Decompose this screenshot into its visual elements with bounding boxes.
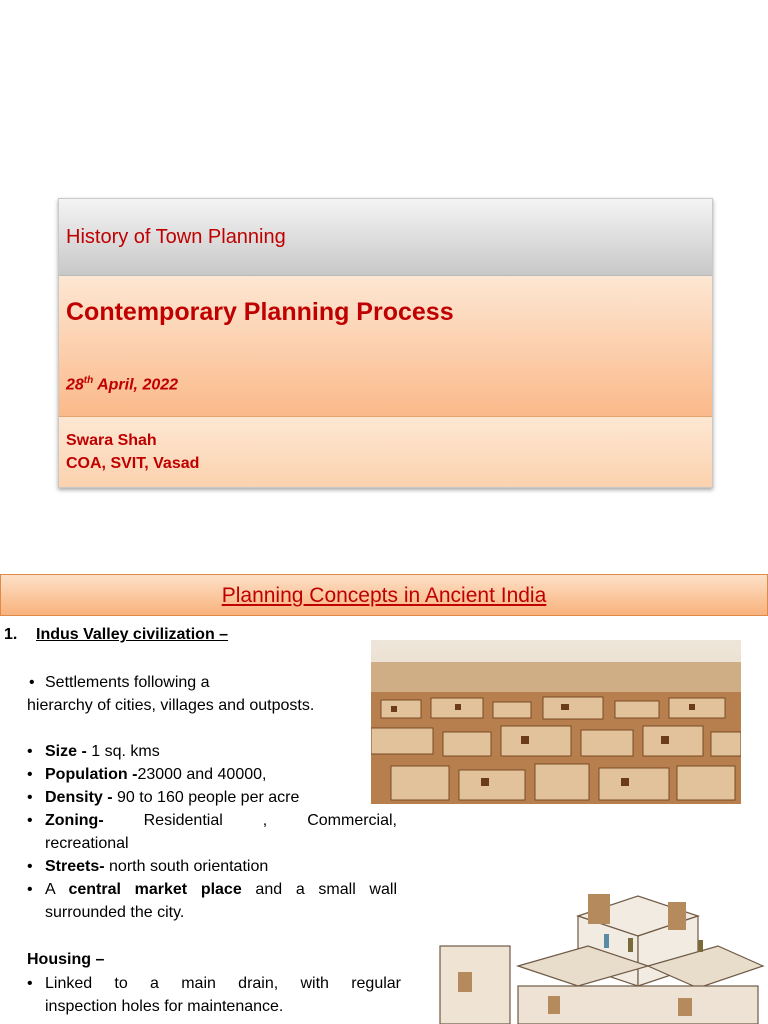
size-label: Size -	[45, 743, 92, 760]
title-box-main	[59, 276, 712, 417]
course-title: History of Town Planning	[66, 226, 286, 248]
zoning-commercial: Commercial,	[307, 812, 397, 829]
page-divider	[0, 548, 768, 574]
streets-value: north south orientation	[109, 858, 269, 875]
zoning-recreational: recreational	[45, 835, 129, 852]
presentation-date	[66, 375, 178, 394]
author-name: Swara Shah	[66, 432, 157, 449]
housing-line-2: inspection holes for maintenance.	[45, 998, 284, 1015]
bullet-icon: •	[27, 789, 33, 806]
list-item-zoning	[27, 809, 399, 855]
bullet-icon: •	[27, 812, 33, 829]
author-affiliation: COA, SVIT, Vasad	[66, 455, 200, 472]
housing-line-1: Linked to a main drain, with regular	[45, 975, 401, 992]
section-title: Indus Valley civilization –	[36, 626, 229, 643]
slide-heading: Planning Concepts in Ancient India	[221, 584, 547, 607]
bullet-icon: •	[29, 674, 35, 691]
title-box-header	[59, 199, 712, 276]
streets-label: Streets-	[45, 858, 110, 875]
market-label: central market place	[68, 881, 242, 898]
bullet-icon: •	[27, 881, 33, 898]
list-item-market	[27, 878, 399, 924]
indus-housing-illustration	[428, 876, 768, 1024]
bullet-icon: •	[27, 743, 33, 760]
list-item-housing	[27, 972, 399, 1018]
presentation-title: Contemporary Planning Process	[66, 298, 454, 326]
date-suffix: th	[83, 375, 94, 386]
market-pre: A	[45, 881, 69, 898]
zoning-label: Zoning-	[45, 812, 104, 829]
title-box	[58, 198, 713, 488]
bullet-icon: •	[27, 766, 33, 783]
indus-city-illustration	[371, 640, 741, 804]
bullet-icon: •	[27, 975, 33, 992]
slide-banner	[0, 574, 768, 616]
bullet-icon: •	[27, 858, 33, 875]
zoning-comma: ,	[262, 812, 268, 829]
intro-line: Settlements following a	[45, 674, 210, 691]
section-number: 1.	[4, 626, 18, 643]
date-day: 28	[66, 376, 84, 394]
market-text-2: surrounded the city.	[45, 904, 185, 921]
title-box-footer	[59, 417, 712, 487]
population-label: Population -	[45, 766, 138, 783]
population-value: 23000 and 40000,	[137, 766, 267, 783]
density-value: 90 to 160 people per acre	[117, 789, 300, 806]
content-slide	[0, 574, 768, 1024]
zoning-residential: Residential	[143, 812, 223, 829]
housing-title: Housing –	[27, 951, 105, 968]
market-text: and a small wall	[241, 881, 397, 898]
intro-line-2: hierarchy of cities, villages and outposts.	[27, 697, 315, 714]
date-rest: April, 2022	[93, 376, 179, 394]
size-value: 1 sq. kms	[91, 743, 160, 760]
density-label: Density -	[45, 789, 118, 806]
